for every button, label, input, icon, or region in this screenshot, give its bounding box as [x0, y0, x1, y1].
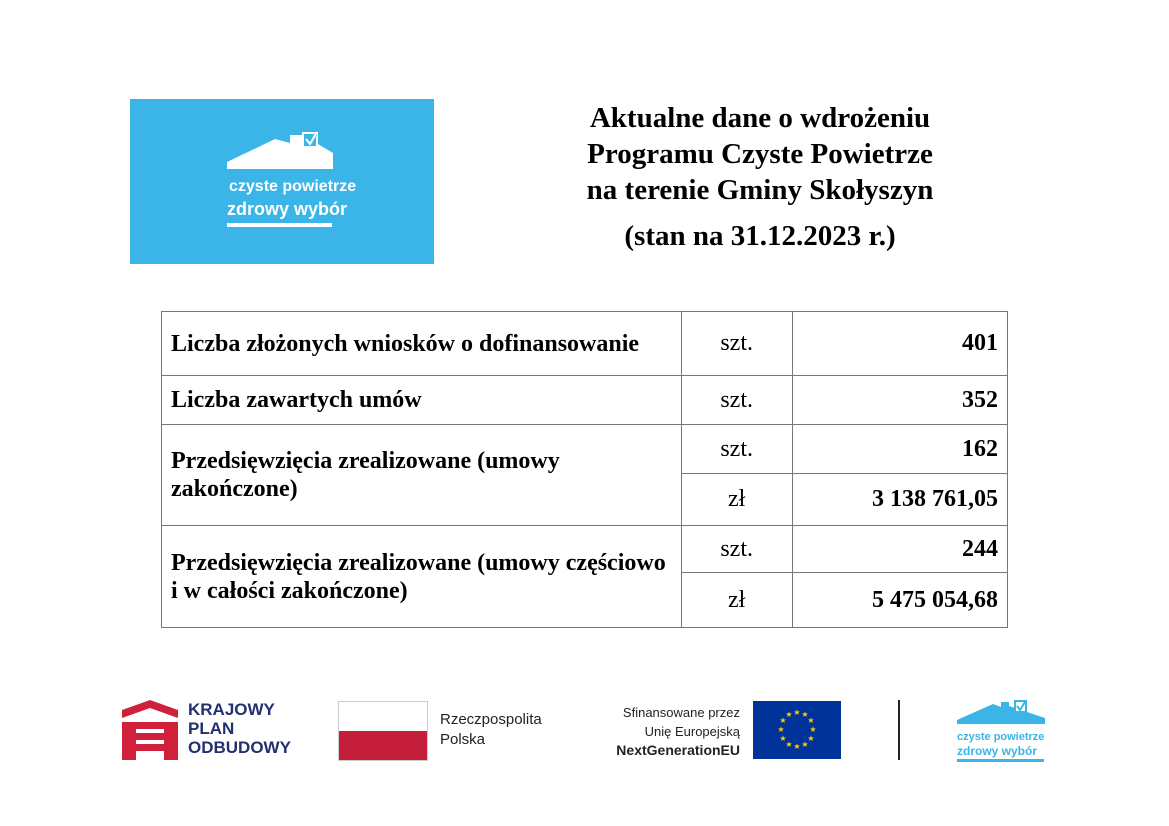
- svg-text:★: ★: [785, 740, 793, 749]
- title-line-1: Aktualne dane o wdrożeniu: [589, 102, 931, 134]
- svg-text:★: ★: [807, 734, 815, 743]
- title-date: (stan na 31.12.2023 r.): [624, 220, 896, 252]
- svg-text:★: ★: [779, 716, 787, 725]
- kpo-text: [188, 700, 291, 757]
- row-value: 401: [792, 312, 1007, 376]
- eu-flag-icon: [753, 701, 841, 759]
- row-label: Przedsięwzięcia zrealizowane (umowy częściowo i w całości zakończone): [162, 526, 682, 628]
- row-unit: szt.: [681, 526, 792, 573]
- page-title: [520, 100, 1000, 254]
- polish-flag-icon: [338, 701, 428, 761]
- row-value: 244: [792, 526, 1007, 573]
- row-value: 3 138 761,05: [792, 474, 1007, 526]
- svg-text:★: ★: [793, 742, 801, 751]
- row-unit: zł: [681, 573, 792, 628]
- rp-text: [440, 710, 542, 750]
- logo-line2: zdrowy wybór: [227, 199, 348, 219]
- svg-text:★: ★: [809, 725, 817, 734]
- title-line-2: Programu Czyste Powietrze: [587, 138, 933, 170]
- eu-line1: Sfinansowane przez: [622, 705, 740, 720]
- table-row: [162, 425, 1008, 474]
- table-row: [162, 376, 1008, 425]
- svg-text:★: ★: [777, 725, 785, 734]
- divider: [898, 700, 900, 760]
- row-unit: zł: [681, 474, 792, 526]
- row-value: 352: [792, 376, 1007, 425]
- row-value: 162: [792, 425, 1007, 474]
- kpo-line1: KRAJOWY: [188, 700, 275, 719]
- czyste-powietrze-logo: [130, 99, 434, 264]
- czyste-powietrze-small-logo: [955, 698, 1047, 762]
- svg-text:★: ★: [807, 716, 815, 725]
- row-label: Przedsięwzięcia zrealizowane (umowy zakończone): [162, 425, 682, 526]
- small-logo-line1: czyste powietrze: [957, 731, 1045, 743]
- row-unit: szt.: [681, 312, 792, 376]
- svg-text:★: ★: [785, 710, 793, 719]
- svg-text:★: ★: [779, 734, 787, 743]
- title-line-3: na terenie Gminy Skołyszyn: [586, 174, 934, 206]
- svg-text:★: ★: [801, 740, 809, 749]
- small-logo-line2: zdrowy wybór: [957, 744, 1038, 758]
- table-row: [162, 312, 1008, 376]
- row-label: Liczba zawartych umów: [162, 376, 682, 425]
- svg-text:★: ★: [801, 710, 809, 719]
- house-check-icon: [130, 99, 434, 264]
- eu-line3: NextGenerationEU: [616, 742, 740, 758]
- row-unit: szt.: [681, 376, 792, 425]
- eu-line2: Unię Europejską: [644, 724, 740, 739]
- kpo-logo-icon: [122, 700, 178, 760]
- kpo-line2: PLAN: [188, 719, 235, 738]
- kpo-line3: ODBUDOWY: [188, 738, 291, 757]
- table-row: [162, 526, 1008, 573]
- rp-line1: Rzeczpospolita: [440, 711, 542, 728]
- eu-text: [590, 703, 740, 760]
- row-unit: szt.: [681, 425, 792, 474]
- rp-line2: Polska: [440, 731, 486, 748]
- data-table: [161, 311, 1008, 628]
- row-label: Liczba złożonych wniosków o dofinansowanie: [162, 312, 682, 376]
- row-value: 5 475 054,68: [792, 573, 1007, 628]
- svg-text:★: ★: [793, 708, 801, 717]
- footer-logos: [0, 690, 1169, 770]
- logo-line1: czyste powietrze: [229, 178, 357, 195]
